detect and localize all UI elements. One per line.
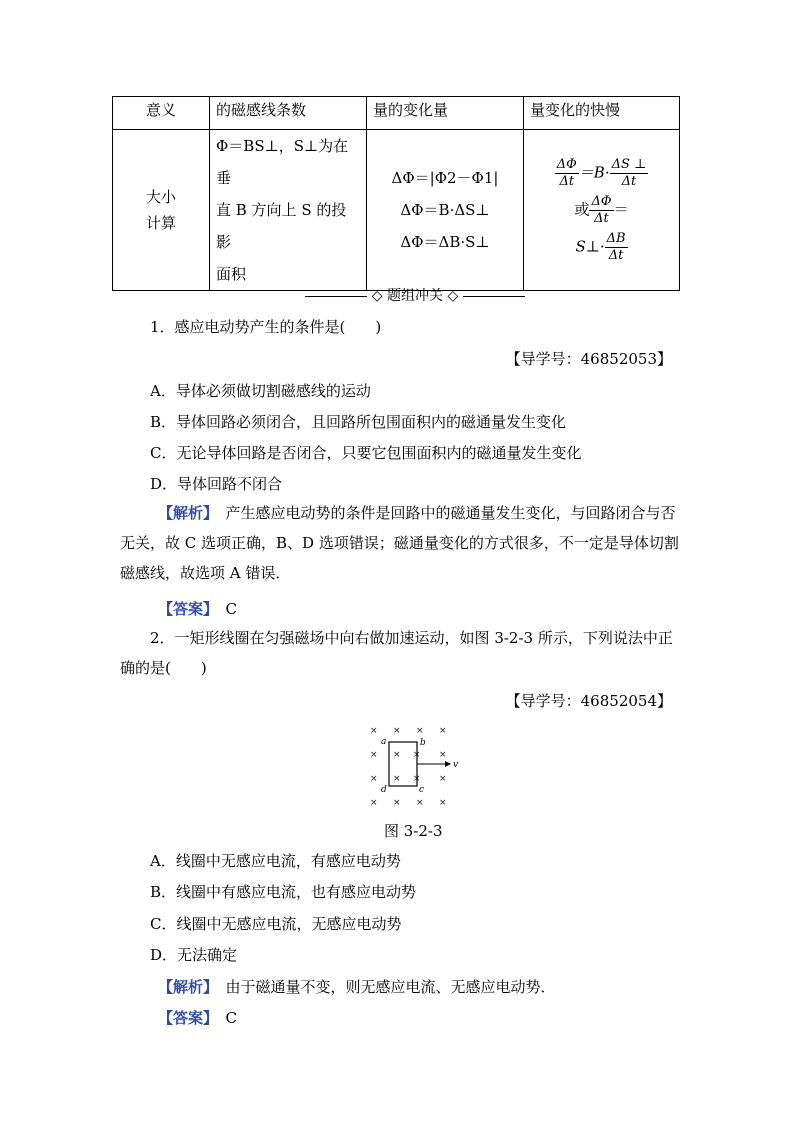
diamond-icon: ◇: [447, 288, 459, 304]
question-1-ref: 【导学号：46852053】: [505, 350, 672, 368]
svg-text:×: ×: [416, 798, 424, 808]
formula-text: ＝B·: [578, 163, 610, 181]
table-row: [113, 130, 680, 291]
svg-text:×: ×: [393, 726, 401, 736]
svg-text:×: ×: [413, 774, 421, 784]
fraction: $\frac{\Delta B}{\Delta t}$: [606, 230, 626, 263]
rate-formula-1: [530, 157, 673, 190]
rate-cell: [524, 130, 680, 291]
answer-tag: 【答案】: [158, 1009, 211, 1027]
fraction: $\frac{\Delta S \perp}{\Delta t}$: [611, 156, 647, 189]
definition-cell: [210, 130, 367, 291]
answer-text: C: [225, 600, 238, 618]
table-cell: 的磁感线条数: [210, 97, 367, 130]
svg-text:×: ×: [439, 750, 447, 760]
formula-text: S⊥·: [575, 237, 605, 255]
svg-text:×: ×: [416, 726, 424, 736]
coil-figure: [365, 722, 465, 808]
question-2-answer: [158, 1007, 237, 1028]
svg-text:×: ×: [439, 798, 447, 808]
cell-line: Φ＝BS⊥，S⊥为在垂: [216, 137, 349, 187]
rate-formula-2: [530, 194, 673, 227]
section-title: 题组冲关: [387, 288, 443, 304]
question-1-stem: 1．感应电动势产生的条件是( ): [150, 318, 382, 336]
option-d: D．导体回路不闭合: [150, 475, 283, 493]
arrow-head: [445, 761, 451, 767]
analysis-tag: 【解析】: [158, 978, 211, 996]
analysis-tag: 【解析】: [158, 504, 211, 522]
section-divider: [300, 285, 530, 305]
question-2-analysis: [158, 976, 556, 997]
question-1-analysis: [120, 498, 680, 588]
table-cell: 意义: [113, 97, 210, 130]
row-label-line: 计算: [145, 214, 176, 232]
label-a: a: [381, 737, 387, 747]
row-label-cell: [113, 130, 210, 291]
divider-line: [305, 296, 367, 297]
flux-table: [112, 96, 680, 291]
option-b: B．导体回路必须闭合，且回路所包围面积内的磁通量发生变化: [150, 413, 567, 431]
table-cell: 量变化的快慢: [524, 97, 680, 130]
diamond-icon: ◇: [371, 288, 383, 304]
svg-text:×: ×: [370, 798, 378, 808]
svg-text:×: ×: [370, 726, 378, 736]
table-row: [113, 97, 680, 130]
svg-text:×: ×: [370, 750, 378, 760]
figure-caption: 图 3-2-3: [384, 822, 443, 840]
cell-line: 直 B 方向上 S 的投影: [216, 201, 347, 251]
formula-line: ΔΦ＝ΔB·S⊥: [400, 233, 490, 251]
formula-line: ΔΦ＝B·ΔS⊥: [400, 201, 490, 219]
question-1-answer: [158, 598, 237, 619]
analysis-text: 由于磁通量不变，则无感应电流、无感应电动势．: [225, 978, 556, 996]
option-c: C．无论导体回路是否闭合，只要它包围面积内的磁通量发生变化: [150, 444, 582, 462]
svg-text:×: ×: [439, 774, 447, 784]
option-c: C．线圈中无感应电流，无感应电动势: [150, 915, 402, 933]
label-v: v: [453, 760, 459, 770]
option-a: A．线圈中无感应电流，有感应电动势: [150, 852, 401, 870]
cell-line: 面积: [216, 265, 247, 283]
formula-text: 或: [574, 200, 590, 218]
option-b: B．线圈中有感应电流，也有感应电动势: [150, 883, 417, 901]
option-d: D．无法确定: [150, 946, 238, 964]
table-cell: 量的变化量: [367, 97, 524, 130]
fraction: $\frac{\Delta\Phi}{\Delta t}$: [556, 156, 577, 189]
svg-text:×: ×: [393, 798, 401, 808]
svg-text:×: ×: [413, 750, 421, 760]
formula-line: ΔΦ＝|Φ2－Φ1|: [391, 169, 499, 187]
label-b: b: [420, 738, 426, 748]
svg-text:×: ×: [370, 774, 378, 784]
divider-line: [463, 296, 525, 297]
label-c: c: [419, 785, 425, 795]
svg-text:×: ×: [393, 774, 401, 784]
fraction: $\frac{\Delta\Phi}{\Delta t}$: [591, 193, 612, 226]
answer-tag: 【答案】: [158, 600, 211, 618]
answer-text: C: [225, 1009, 238, 1027]
question-2-ref: 【导学号：46852054】: [505, 692, 672, 710]
change-cell: [367, 130, 524, 291]
question-2-stem: 2．一矩形线圈在匀强磁场中向右做加速运动，如图 3-2-3 所示，下列说法中正确的是( ): [120, 629, 673, 677]
option-a: A．导体必须做切割磁感线的运动: [150, 382, 371, 400]
svg-text:×: ×: [439, 726, 447, 736]
formula-text: ＝: [613, 200, 629, 218]
analysis-text: 产生感应电动势的条件是回路中的磁通量发生变化，与回路闭合与否无关，故 C 选项正确，B、D 选项错误；磁通量变化的方式很多，不一定是导体切割磁感线，故选项 A 错误．: [120, 504, 679, 582]
row-label-line: 大小: [145, 188, 176, 206]
label-d: d: [381, 785, 387, 795]
coil-diagram: [365, 722, 465, 808]
rate-formula-3: [530, 231, 673, 264]
svg-text:×: ×: [393, 750, 401, 760]
